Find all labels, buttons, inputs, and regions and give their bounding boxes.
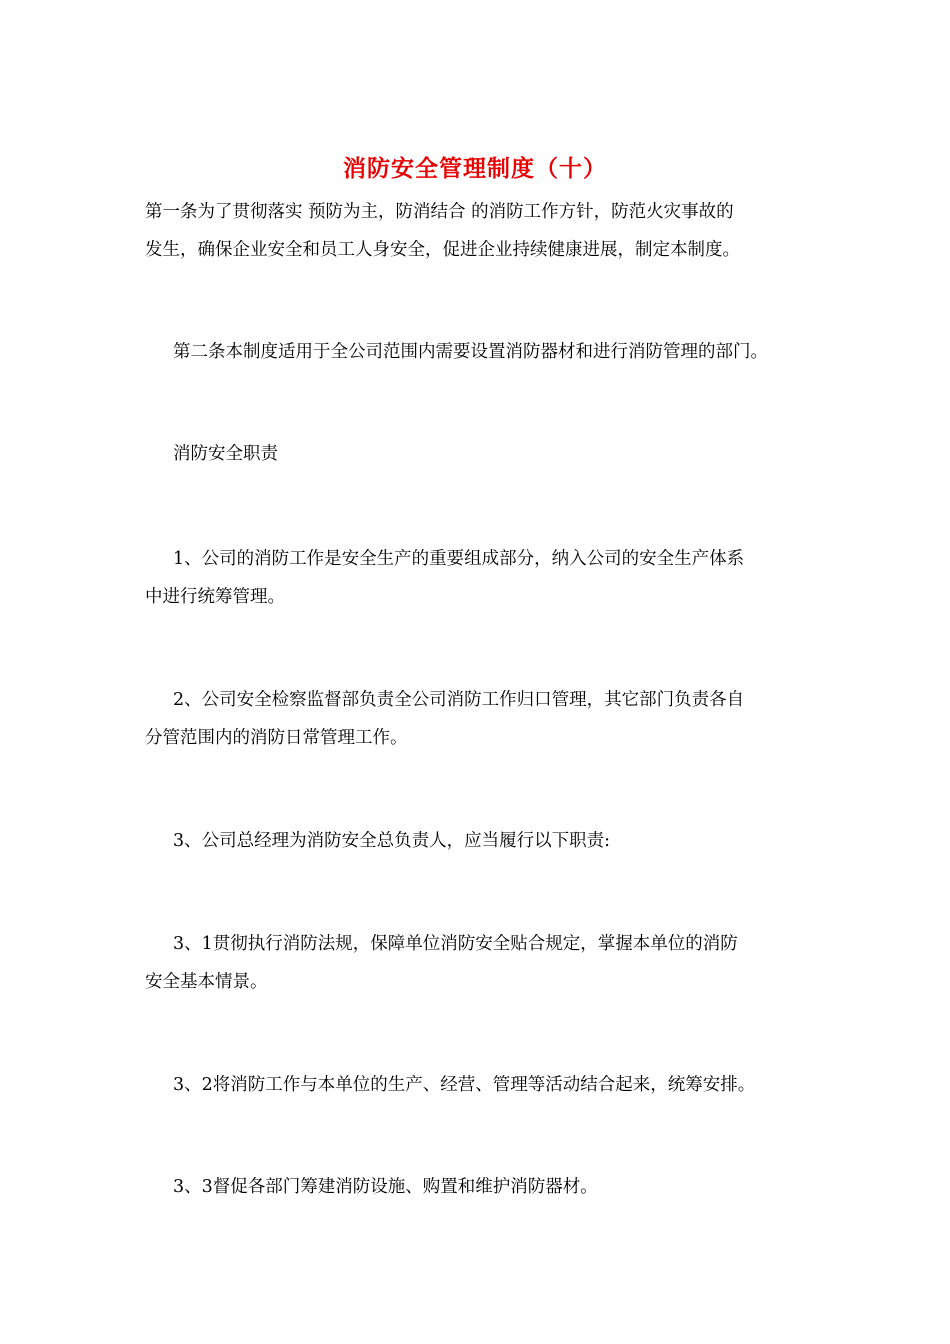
document-title: 消防安全管理制度（十） — [343, 155, 607, 182]
section-heading: 消防安全职责 — [173, 444, 278, 464]
paragraph-line: 第一条为了贯彻落实 预防为主，防消结合 的消防工作方针，防范火灾事故的 — [145, 202, 734, 222]
paragraph-article-2 — [145, 333, 815, 371]
section-heading-fire-safety-duties — [145, 435, 815, 473]
paragraph-line: 1、公司的消防工作是安全生产的重要组成部分，纳入公司的安全生产体系 — [173, 549, 745, 569]
paragraph-duty-2 — [145, 681, 815, 757]
paragraph-line: 安全基本情景。 — [145, 972, 268, 992]
paragraph-line: 2、公司安全检察监督部负责全公司消防工作归口管理，其它部门负责各自 — [173, 690, 745, 710]
paragraph-duty-3 — [145, 822, 815, 860]
paragraph-line: 第二条本制度适用于全公司范围内需要设置消防器材和进行消防管理的部门。 — [173, 342, 768, 362]
paragraph-duty-3-1 — [145, 925, 815, 1001]
paragraph-line: 3、2将消防工作与本单位的生产、经营、管理等活动结合起来，统筹安排。 — [173, 1075, 756, 1095]
paragraph-line: 3、1贯彻执行消防法规，保障单位消防安全贴合规定，掌握本单位的消防 — [173, 934, 738, 954]
paragraph-line: 中进行统筹管理。 — [145, 587, 285, 607]
paragraph-line: 分管范围内的消防日常管理工作。 — [145, 728, 408, 748]
paragraph-line: 3、3督促各部门筹建消防设施、购置和维护消防器材。 — [173, 1177, 598, 1197]
paragraph-article-1 — [145, 193, 815, 269]
paragraph-duty-3-3 — [145, 1168, 815, 1206]
paragraph-duty-1 — [145, 540, 815, 616]
paragraph-line: 发生，确保企业安全和员工人身安全，促进企业持续健康进展，制定本制度。 — [145, 240, 740, 260]
paragraph-duty-3-2 — [145, 1066, 815, 1104]
paragraph-line: 3、公司总经理为消防安全总负责人，应当履行以下职责: — [173, 831, 611, 851]
